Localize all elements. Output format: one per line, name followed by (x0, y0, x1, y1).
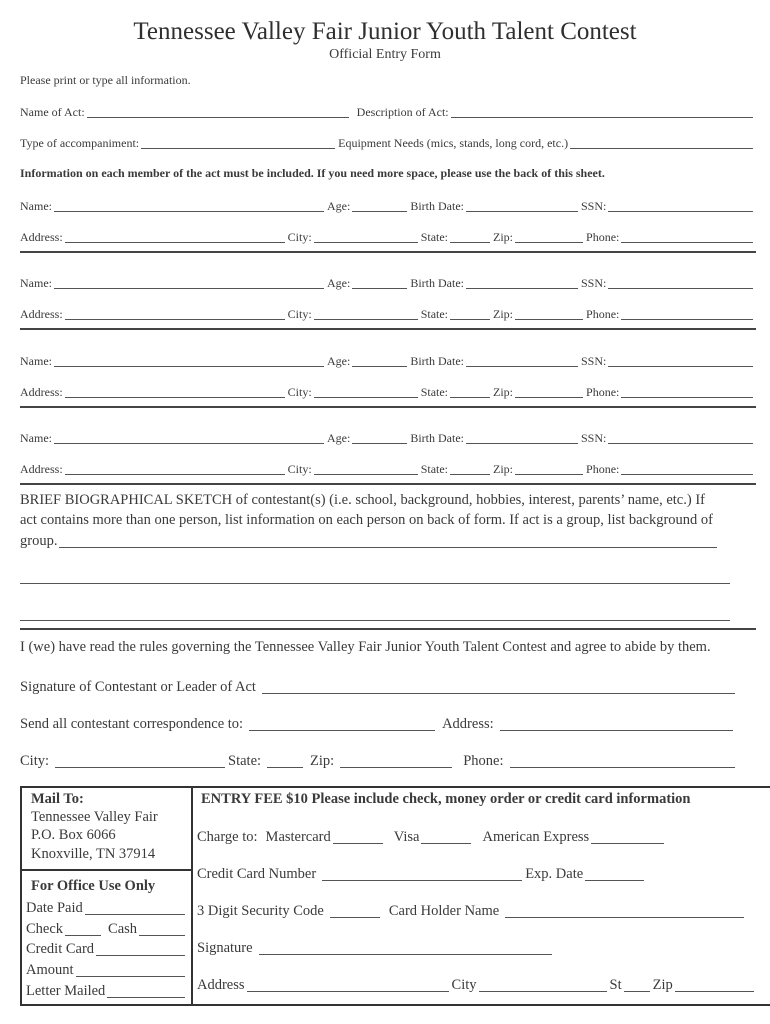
member-phone-label: Phone: (586, 385, 620, 399)
mastercard-field[interactable] (333, 831, 383, 844)
member-ssn-label: SSN: (580, 354, 607, 368)
payment-st-field[interactable] (624, 979, 650, 992)
office-date-paid-row (26, 897, 188, 917)
form-subtitle: Official Entry Form (329, 47, 441, 62)
holder-name-field[interactable] (505, 905, 744, 918)
member-age-field[interactable] (352, 276, 407, 289)
member-phone-field[interactable] (621, 385, 753, 398)
payment-zip-label: Zip (652, 977, 673, 993)
member-phone-label: Phone: (586, 230, 620, 244)
member-city-field[interactable] (314, 462, 418, 475)
section-divider (20, 251, 756, 253)
payment-city-label: City (451, 977, 477, 993)
member-ssn-label: SSN: (580, 276, 607, 290)
correspondence-phone-label: Phone: (463, 753, 504, 769)
member-birth-date-label: Birth Date: (410, 276, 464, 290)
member-address-label: Address: (20, 462, 63, 476)
correspondence-city-field[interactable] (55, 755, 225, 768)
section-divider (20, 628, 756, 630)
correspondence-address-field[interactable] (500, 718, 733, 731)
member-ssn-label: SSN: (580, 431, 607, 445)
equipment-field[interactable] (570, 136, 753, 149)
member-state-field[interactable] (450, 307, 490, 320)
member-3-row-1 (20, 351, 756, 369)
correspondence-zip-field[interactable] (340, 755, 452, 768)
members-note: Information on each member of the act must be included. If you need more space, please use the back of this sheet. (20, 166, 605, 180)
member-address-label: Address: (20, 230, 63, 244)
member-phone-field[interactable] (621, 230, 753, 243)
signature-label: Signature of Contestant or Leader of Act (20, 679, 256, 695)
member-phone-field[interactable] (621, 462, 753, 475)
office-letter-mailed-row (26, 980, 188, 1000)
equipment-label: Equipment Needs (mics, stands, long cord, etc.) (338, 136, 569, 150)
bio-line-2: act contains more than one person, list information on each person on back of form. If act is a group, list background of (20, 512, 713, 528)
member-zip-field[interactable] (515, 385, 583, 398)
member-phone-label: Phone: (586, 462, 620, 476)
charge-to-row (197, 826, 667, 846)
accompaniment-field[interactable] (141, 136, 335, 149)
office-credit-card-label: Credit Card (26, 941, 95, 957)
office-date-paid-field[interactable] (85, 902, 185, 915)
payment-st-label: St (609, 977, 622, 993)
member-name-label: Name: (20, 199, 52, 213)
office-use-heading: For Office Use Only (31, 878, 156, 894)
member-address-field[interactable] (65, 307, 285, 320)
correspondence-state-label: State: (228, 753, 262, 769)
member-3-row-2 (20, 382, 756, 400)
member-1-row-2 (20, 227, 756, 245)
bio-field-3[interactable] (20, 620, 730, 621)
member-2-row-2 (20, 304, 756, 322)
charge-to-label: Charge to: (197, 829, 258, 845)
amex-label: American Express (482, 829, 590, 845)
member-name-field[interactable] (54, 199, 324, 212)
member-zip-label: Zip: (493, 385, 514, 399)
payment-address-label: Address (197, 977, 245, 993)
entry-fee-heading: ENTRY FEE $10 Please include check, money order or credit card information (201, 791, 691, 807)
office-credit-card-row (26, 938, 188, 958)
member-name-label: Name: (20, 354, 52, 368)
member-name-field[interactable] (54, 431, 324, 444)
member-city-field[interactable] (314, 307, 418, 320)
visa-field[interactable] (421, 831, 471, 844)
holder-name-label: Card Holder Name (388, 903, 500, 919)
member-ssn-label: SSN: (580, 199, 607, 213)
payment-address-field[interactable] (247, 979, 449, 992)
member-age-label: Age: (327, 199, 351, 213)
member-address-field[interactable] (65, 462, 285, 475)
member-birth-date-label: Birth Date: (410, 431, 464, 445)
member-zip-field[interactable] (515, 462, 583, 475)
member-address-field[interactable] (65, 385, 285, 398)
card-number-field[interactable] (322, 868, 522, 881)
act-name-label: Name of Act: (20, 105, 85, 119)
payment-signature-label: Signature (197, 940, 253, 956)
exp-date-field[interactable] (585, 868, 644, 881)
correspondence-city-label: City: (20, 753, 50, 769)
office-date-paid-label: Date Paid (26, 900, 83, 916)
section-divider (20, 483, 756, 485)
member-state-field[interactable] (450, 462, 490, 475)
member-city-field[interactable] (314, 230, 418, 243)
member-name-field[interactable] (54, 354, 324, 367)
signature-row (20, 676, 738, 696)
office-check-field[interactable] (65, 923, 101, 936)
mail-to-line-1: Tennessee Valley Fair (31, 809, 158, 825)
mail-to-line-3: Knoxville, TN 37914 (31, 846, 156, 862)
card-number-label: Credit Card Number (197, 866, 317, 882)
payment-signature-row (197, 937, 555, 957)
member-age-field[interactable] (352, 199, 407, 212)
member-age-label: Age: (327, 354, 351, 368)
member-address-label: Address: (20, 385, 63, 399)
correspondence-phone-field[interactable] (510, 755, 736, 768)
security-code-field[interactable] (330, 905, 380, 918)
bio-line-3-row (20, 530, 720, 550)
exp-date-label: Exp. Date (525, 866, 584, 882)
member-state-label: State: (420, 385, 449, 399)
member-birth-date-field[interactable] (466, 276, 578, 289)
correspondence-name-field[interactable] (249, 718, 435, 731)
accompaniment-label: Type of accompaniment: (20, 136, 140, 150)
office-amount-row (26, 959, 188, 979)
mail-to-line-2: P.O. Box 6066 (31, 827, 116, 843)
member-birth-date-field[interactable] (466, 431, 578, 444)
section-divider (20, 406, 756, 408)
act-description-field[interactable] (451, 105, 753, 118)
member-2-row-1 (20, 273, 756, 291)
member-ssn-field[interactable] (608, 431, 753, 444)
mail-to-heading: Mail To: (31, 791, 84, 807)
visa-label: Visa (393, 829, 420, 845)
member-state-label: State: (420, 230, 449, 244)
bio-field-2[interactable] (20, 583, 730, 584)
correspondence-address-label: Address: (442, 716, 494, 732)
bio-line-1: BRIEF BIOGRAPHICAL SKETCH of contestant(s) (i.e. school, background, hobbies, interest, parents’ name, etc.) If (20, 492, 705, 508)
member-city-label: City: (287, 462, 312, 476)
card-number-row (197, 863, 647, 883)
member-name-field[interactable] (54, 276, 324, 289)
member-ssn-field[interactable] (608, 276, 753, 289)
member-zip-label: Zip: (493, 462, 514, 476)
bio-field-1[interactable] (59, 535, 717, 548)
member-age-field[interactable] (352, 431, 407, 444)
bio-line-3: group. (20, 533, 58, 549)
member-name-label: Name: (20, 431, 52, 445)
mastercard-label: Mastercard (265, 829, 331, 845)
member-age-label: Age: (327, 276, 351, 290)
member-state-field[interactable] (450, 230, 490, 243)
office-cash-label: Cash (108, 921, 138, 937)
member-address-field[interactable] (65, 230, 285, 243)
member-age-field[interactable] (352, 354, 407, 367)
member-ssn-field[interactable] (608, 199, 753, 212)
correspondence-row (20, 713, 736, 733)
payment-zip-field[interactable] (675, 979, 754, 992)
member-city-field[interactable] (314, 385, 418, 398)
act-row-1 (20, 102, 756, 120)
office-amount-field[interactable] (76, 964, 185, 977)
correspondence-label: Send all contestant correspondence to: (20, 716, 244, 732)
payment-divider (191, 786, 193, 1006)
amex-field[interactable] (591, 831, 664, 844)
member-state-label: State: (420, 462, 449, 476)
member-zip-label: Zip: (493, 230, 514, 244)
office-divider (20, 869, 192, 871)
agreement-text: I (we) have read the rules governing the Tennessee Valley Fair Junior Youth Talent Contest and agree to abide by them. (20, 639, 711, 655)
member-age-label: Age: (327, 431, 351, 445)
payment-city-field[interactable] (479, 979, 607, 992)
act-description-label: Description of Act: (356, 105, 449, 119)
office-amount-label: Amount (26, 962, 74, 978)
payment-signature-field[interactable] (259, 942, 552, 955)
member-address-label: Address: (20, 307, 63, 321)
act-name-field[interactable] (87, 105, 349, 118)
member-birth-date-field[interactable] (466, 199, 578, 212)
member-zip-field[interactable] (515, 230, 583, 243)
member-4-row-1 (20, 428, 756, 446)
payment-address-row (197, 974, 757, 994)
member-birth-date-field[interactable] (466, 354, 578, 367)
correspondence-zip-label: Zip: (310, 753, 335, 769)
office-credit-card-field[interactable] (96, 943, 185, 956)
member-phone-field[interactable] (621, 307, 753, 320)
correspondence-city-row (20, 750, 738, 770)
member-zip-label: Zip: (493, 307, 514, 321)
member-4-row-2 (20, 459, 756, 477)
security-row (197, 900, 747, 920)
member-city-label: City: (287, 385, 312, 399)
office-check-label: Check (26, 921, 64, 937)
member-birth-date-label: Birth Date: (410, 354, 464, 368)
member-birth-date-label: Birth Date: (410, 199, 464, 213)
instructions-text: Please print or type all information. (20, 73, 191, 87)
member-state-label: State: (420, 307, 449, 321)
member-phone-label: Phone: (586, 307, 620, 321)
office-check-row (26, 918, 188, 938)
act-row-2 (20, 133, 756, 151)
member-state-field[interactable] (450, 385, 490, 398)
correspondence-state-field[interactable] (267, 755, 303, 768)
member-city-label: City: (287, 230, 312, 244)
member-zip-field[interactable] (515, 307, 583, 320)
security-code-label: 3 Digit Security Code (197, 903, 324, 919)
member-name-label: Name: (20, 276, 52, 290)
office-letter-mailed-label: Letter Mailed (26, 983, 106, 999)
office-cash-field[interactable] (139, 923, 185, 936)
section-divider (20, 328, 756, 330)
member-ssn-field[interactable] (608, 354, 753, 367)
member-1-row-1 (20, 196, 756, 214)
member-city-label: City: (287, 307, 312, 321)
office-letter-mailed-field[interactable] (107, 985, 185, 998)
form-title: Tennessee Valley Fair Junior Youth Talent Contest (133, 18, 637, 45)
signature-field[interactable] (262, 681, 735, 694)
